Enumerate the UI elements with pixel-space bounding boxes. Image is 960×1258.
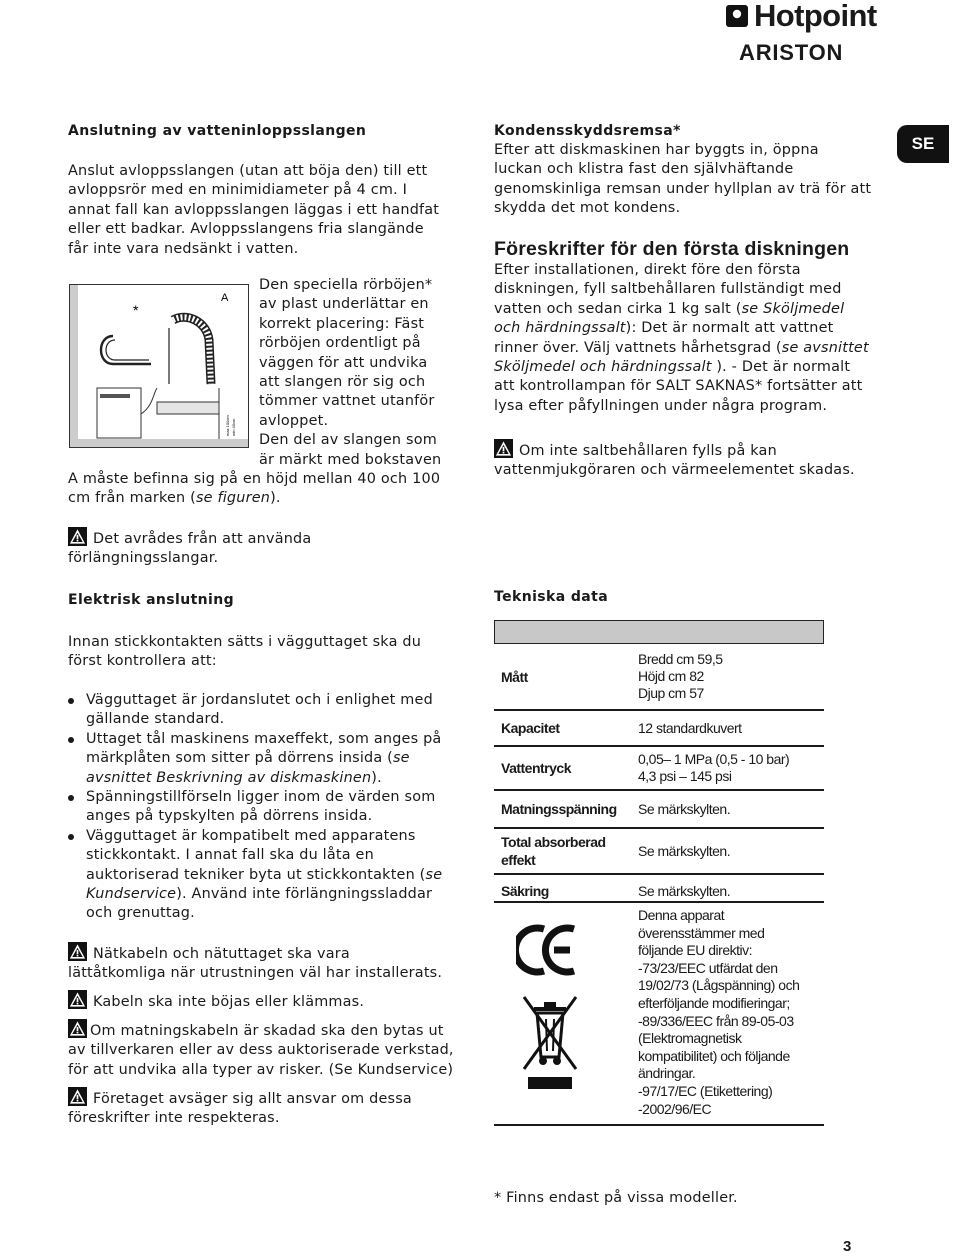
paragraph-first-wash: Efter installationen, direkt före den första diskningen, fyll saltbehållaren fullständigt med vatten och sedan cirka 1 kg salt (se Sköljmedel och härdningssalt): Det är normalt att vattnet rinner över. Välj vattnets hårhetsgrad (se avsnittet Sköljmedel och härdningssalt ). - Det är normalt att kontrollampan för SALT SAKNAS* fortsätter att lysa efter påfyllningen under några program. xyxy=(494,262,869,414)
heading-technical-data: Tekniska data xyxy=(494,589,609,605)
warning-icon xyxy=(68,1019,87,1038)
figure-label-a: A xyxy=(221,292,229,304)
warning-liability: Företaget avsäger sig allt ansvar om dessa föreskrifter inte respekteras. xyxy=(68,1087,468,1129)
brand-name: Hotpoint xyxy=(754,0,877,33)
power-label: Total absorberad effekt xyxy=(494,828,631,874)
ce-mark-icon xyxy=(516,921,580,979)
warning-cable-damaged: Om matningskabeln är skadad ska den bytas ut av tillverkaren eller av dess auktoriserade verkstad, för att undvika alla typer av risker. (Se Kundservice) xyxy=(68,1019,468,1080)
page-number: 3 xyxy=(843,1238,852,1255)
figure-measure-max: max 100cm xyxy=(225,415,230,436)
technical-data-table xyxy=(494,620,824,1126)
weee-bin-icon xyxy=(516,991,586,1095)
warning-salt: Om inte saltbehållaren fylls på kan vattenmjukgöraren och värmeelementet skadas. xyxy=(494,439,884,481)
warning-icon xyxy=(494,439,513,458)
water-pressure-label: Vattentryck xyxy=(494,746,631,790)
paragraph-bend: Den speciella rörböjen* av plast underlättar en korrekt placering: Fäst rörböjen ordentligt på väggen för att undvika att slangen rör sig och tömmer vattnet utanför avloppet. Den del av slangen som är märkt med bokstaven xyxy=(259,277,442,468)
language-tab-label: SE xyxy=(911,134,935,153)
dimensions-label: Mått xyxy=(494,644,631,710)
list-item: Spänningstillförseln ligger inom de värden som anges på typskylten på dörrens insida. xyxy=(66,788,466,827)
paragraph-condensation: Efter att diskmaskinen har byggts in, öppna luckan och klistra fast den självhäftande genomskinliga remsan under hyllplan av trä för att skydda det mot kondens. xyxy=(494,142,872,217)
list-item: Vägguttaget är kompatibelt med apparatens stickkontakt. I annat fall ska du låta en auktoriserad tekniker byta ut stickkontakten (se Kundservice). Använd inte förlängningssladdar och grenuttag. xyxy=(66,827,466,924)
certification-marks xyxy=(494,902,631,1125)
warning-cable-access: Nätkabeln och nätuttaget ska vara lättåtkomliga när utrustningen väl har installerats. xyxy=(68,942,468,984)
heading-first-wash: Föreskrifter för den första diskningen xyxy=(494,238,850,260)
warning-icon xyxy=(68,1087,87,1106)
heading-electric: Elektrisk anslutning xyxy=(68,592,235,608)
paragraph-bend-cont: A måste befinna sig på en höjd mellan 40 och 100 cm från marken (se figuren). xyxy=(68,471,441,507)
language-tab xyxy=(897,125,949,163)
hotpoint-logo-icon xyxy=(726,5,748,27)
paragraph-inlet: Anslut avloppsslangen (utan att böja den) till ett avloppsrör med en minimidiameter på 4 cm. I annat fall kan avloppsslangen läggas i ett handfat eller ett badkar. Avloppsslangens fria slangände får inte vara nedsänkt i vatten. xyxy=(68,163,440,257)
ce-compliance-text: Denna apparat överensstämmer med följande EU direktiv: -73/23/EEC utfärdat den 19/02/73 (Lågspänning) och efterföljande modifieringar; -89/336/EEC från 89-05-03 (Elektromagnetisk kompatibilitet) och följande ändringar. -97/17/EC (Etikettering) -2002/96/EC xyxy=(631,902,824,1125)
capacity-value: 12 standardkuvert xyxy=(631,710,824,746)
warning-icon xyxy=(68,942,87,961)
table-row xyxy=(494,790,824,828)
warning-icon xyxy=(68,990,87,1009)
voltage-label: Matningsspänning xyxy=(494,790,631,828)
figure-measure-min: min 40cm xyxy=(231,418,236,436)
table-row xyxy=(494,644,824,710)
figure-star: * xyxy=(133,302,139,318)
heading-inlet: Anslutning av vatteninloppsslangen xyxy=(68,123,367,139)
list-item: Vägguttaget är jordanslutet och i enlighet med gällande standard. xyxy=(66,691,466,730)
table-row xyxy=(494,746,824,790)
fuse-label: Säkring xyxy=(494,874,631,902)
hose-installation-figure xyxy=(69,284,249,448)
warning-extension: Det avrådes från att använda förlängningsslangar. xyxy=(68,527,468,569)
capacity-label: Kapacitet xyxy=(494,710,631,746)
fuse-value: Se märkskylten. xyxy=(631,874,824,902)
table-row xyxy=(494,710,824,746)
brand-sub: ARISTON xyxy=(739,40,844,65)
dimensions-value: Bredd cm 59,5 Höjd cm 82 Djup cm 57 xyxy=(631,644,824,710)
water-pressure-value: 0,05– 1 MPa (0,5 - 10 bar) 4,3 psi – 145 psi xyxy=(631,746,824,790)
check-list xyxy=(66,691,466,924)
table-row xyxy=(494,902,824,1125)
heading-condensation: Kondensskyddsremsa* xyxy=(494,123,681,139)
footnote: * Finns endast på vissa modeller. xyxy=(494,1190,738,1206)
warning-icon xyxy=(68,527,87,546)
brand-logo xyxy=(724,0,877,66)
voltage-value: Se märkskylten. xyxy=(631,790,824,828)
table-row xyxy=(494,874,824,902)
paragraph-electric: Innan stickkontakten sätts i vägguttaget ska du först kontrollera att: xyxy=(68,634,422,670)
table-header-bar xyxy=(494,620,824,644)
warning-cable-bend: Kabeln ska inte böjas eller klämmas. xyxy=(68,990,468,1012)
list-item: Uttaget tål maskinens maxeffekt, som anges på märkplåten som sitter på dörrens insida (se avsnittet Beskrivning av diskmaskinen). xyxy=(66,730,466,788)
table-row xyxy=(494,828,824,874)
power-value: Se märkskylten. xyxy=(631,828,824,874)
